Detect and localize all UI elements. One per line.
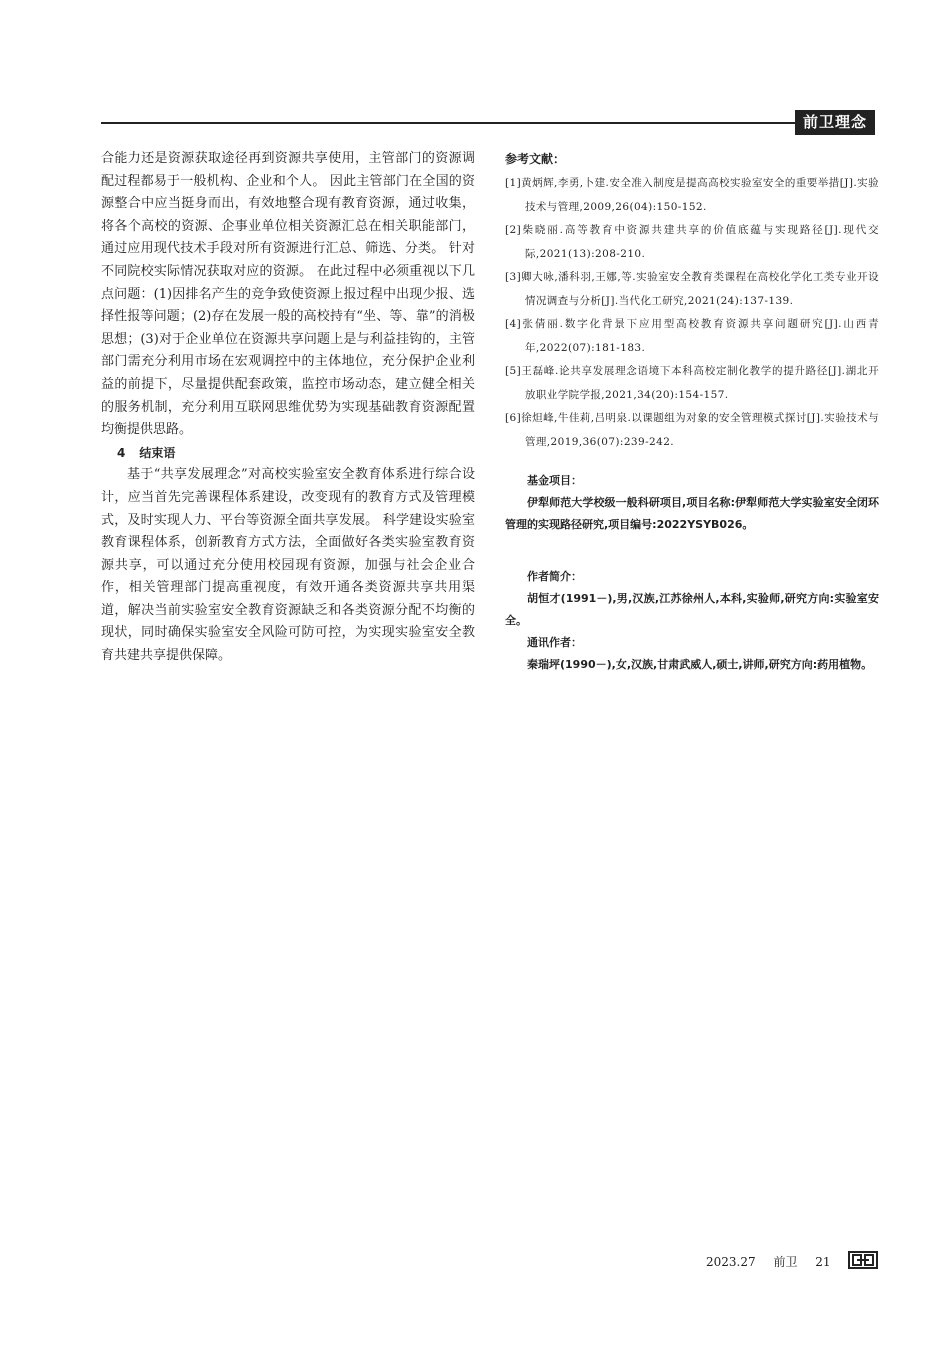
author-intro-text: 胡恒才(1991－),男,汉族,江苏徐州人,本科,实验师,研究方向:实验室安全。 (505, 592, 879, 627)
journal-logo-icon (848, 1251, 878, 1269)
corresponding-author-label: 通讯作者： (527, 636, 582, 649)
page-number: 21 (815, 1255, 831, 1269)
author-intro-label: 作者简介： (527, 570, 582, 583)
section-tag: 前卫理念 (795, 110, 875, 135)
body-paragraph: 基于“共享发展理念”对高校实验室安全教育体系进行综合设计，应当首先完善课程体系建设，改变现有的教育方式及管理模式，及时实现人力、平台等资源全面共享发展。 科学建设实验室教育课程体系，创新教育方式方法，全面做好各类实验室教育资源共享，可以通过充分使用校园现有资源，加强与社会企业合作，相关管理部门提高重视度，有效开通各类资源共享共用渠道，解决当前实验室安全教育资源缺乏和各类资源分配不均衡的现状，同时确保实验室安全风险可防可控，为实现实验室安全教育共建共享提供保障。 (101, 467, 475, 664)
reference-item: [4]张倩丽.数字化背景下应用型高校教育资源共享问题研究[J].山西青年,2022(07):181-183. (505, 318, 879, 354)
reference-item: [5]王磊峰.论共享发展理念语境下本科高校定制化教学的提升路径[J].湖北开放职业学院学报,2021,34(20):154-157. (505, 365, 879, 401)
reference-item: [1]黄炳辉,李勇,卜建.安全准入制度是提高高校实验室安全的重要举措[J].实验技术与管理,2009,26(04):150-152. (505, 177, 879, 213)
reference-item: [6]徐炟峰,牛佳莉,吕明泉.以课题组为对象的安全管理模式探讨[J].实验技术与管理,2019,36(07):239-242. (505, 412, 879, 448)
funding-text: 伊犁师范大学校级一般科研项目,项目名称:伊犁师范大学实验室安全闭环管理的实现路径研究,项目编号:2022YSYB026。 (505, 496, 879, 531)
page-footer (706, 1254, 845, 1270)
journal-name: 前卫 (773, 1255, 798, 1269)
section-number: 4 (117, 445, 126, 460)
reference-list (505, 172, 879, 454)
section-heading (101, 442, 475, 465)
left-column (101, 148, 475, 668)
header-rule (101, 122, 795, 124)
issue-number: 2023.27 (706, 1255, 756, 1269)
right-column (505, 150, 879, 676)
reference-item: [2]柴晓丽.高等教育中资源共建共享的价值底蕴与实现路径[J].现代交际,2021(13):208-210. (505, 224, 879, 260)
reference-item: [3]卿大咏,潘科羽,王娜,等.实验室安全教育类课程在高校化学化工类专业开设情况调查与分析[J].当代化工研究,2021(24):137-139. (505, 271, 879, 307)
funding-label: 基金项目： (527, 474, 582, 487)
corresponding-author-text: 秦瑞坪(1990－),女,汉族,甘肃武威人,硕士,讲师,研究方向:药用植物。 (527, 658, 873, 671)
body-paragraph: 合能力还是资源获取途径再到资源共享使用，主管部门的资源调配过程都易于一般机构、企业和个人。 因此主管部门在全国的资源整合中应当挺身而出，有效地整合现有教育资源，通过收集，将各个高校的资源、企事业单位相关资源汇总在相关职能部门，通过应用现代技术手段对所有资源进行汇总、筛选、分类。 针对不同院校实际情况获取对应的资源。 在此过程中必须重视以下几点问题：(1)因排名产生的竞争致使资源上报过程中出现少报、选择性报等问题；(2)存在发展一般的高校持有“坐、等、靠”的消极思想；(3)对于企业单位在资源共享问题上是与利益挂钩的，主管部门需充分利用市场在宏观调控中的主体地位，充分保护企业利益的前提下，尽量提供配套政策，监控市场动态，建立健全相关的服务机制，充分利用互联网思维优势为实现基础教育资源配置均衡提供思路。 (101, 151, 475, 438)
references-title: 参考文献： (505, 152, 566, 166)
section-title: 结束语 (139, 445, 176, 460)
